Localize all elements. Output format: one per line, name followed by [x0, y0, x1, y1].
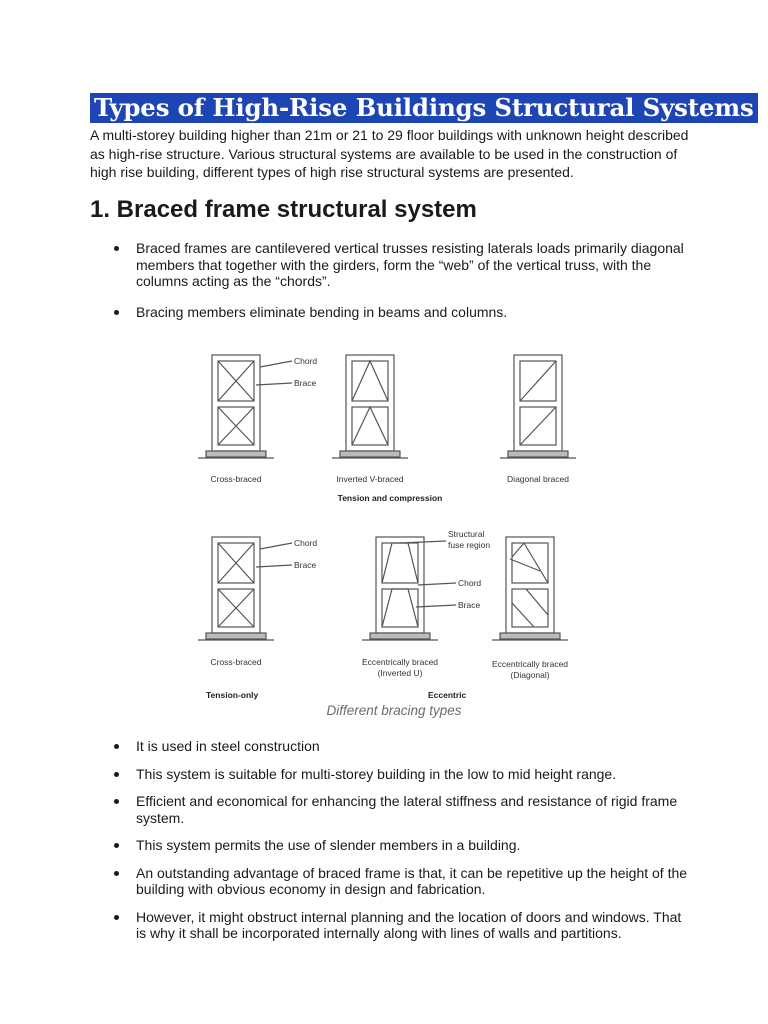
label-cross-braced-bottom: Cross-braced — [210, 657, 262, 667]
frame-eccentric-diagonal — [492, 537, 568, 640]
frame-cross-braced-bottom — [198, 537, 274, 640]
label-structural: Structural — [448, 529, 485, 539]
label-brace-eccentric: Brace — [458, 600, 481, 610]
title-block — [90, 93, 758, 123]
frame-cross-braced-top — [198, 355, 274, 458]
label-ecc-diagonal-1: Eccentrically braced — [491, 659, 569, 669]
section-heading: 1. Braced frame structural system — [90, 196, 477, 223]
page-title: Types of High-Rise Buildings Structural Systems — [90, 93, 758, 123]
list-item: Efficient and economical for enhancing the lateral stiffness and resistance of rigid frame system. — [90, 793, 690, 826]
label-brace-bottom: Brace — [294, 560, 317, 570]
list-item: It is used in steel construction — [90, 738, 690, 755]
frame-inverted-v-top — [332, 355, 408, 458]
figure-caption: Different bracing types — [326, 703, 462, 718]
label-chord-eccentric: Chord — [458, 578, 482, 588]
label-eccentric: Eccentric — [428, 690, 467, 700]
list-item: This system is suitable for multi-storey building in the low to mid height range. — [90, 766, 690, 783]
frame-diagonal-top — [500, 355, 576, 458]
intro-paragraph: A multi-storey building higher than 21m or 21 to 29 floor buildings with unknown height described as high-rise structure. Various structural systems are available to be used in the construction of high rise building, different types of high rise structural systems are presented. — [90, 127, 689, 180]
label-ecc-inverted-u-1: Eccentrically braced — [361, 657, 439, 667]
list-item: Bracing members eliminate bending in beams and columns. — [90, 304, 690, 321]
bracing-diagram — [190, 345, 590, 705]
frame-eccentric-inverted-u — [362, 537, 438, 640]
label-chord-top: Chord — [294, 356, 318, 366]
list-item: However, it might obstruct internal planning and the location of doors and windows. That is why it shall be incorporated internally along with lines of walls and partitions. — [90, 909, 690, 942]
list-item: Braced frames are cantilevered vertical trusses resisting laterals loads primarily diagonal members that together with the girders, form the “web” of the vertical truss, with the columns acting as the “chords”. — [90, 240, 690, 290]
label-ecc-diagonal-2: (Diagonal) — [510, 670, 550, 680]
label-tension-only: Tension-only — [206, 690, 259, 700]
bullet-list-bottom — [90, 738, 690, 953]
bullet-list-top — [90, 240, 690, 334]
label-chord-bottom: Chord — [294, 538, 318, 548]
label-cross-braced-top: Cross-braced — [210, 474, 262, 484]
label-tension-compression: Tension and compression — [337, 493, 443, 503]
list-item: An outstanding advantage of braced frame is that, it can be repetitive up the height of the building with obvious economy in design and fabrication. — [90, 865, 690, 898]
label-ecc-inverted-u-2: (Inverted U) — [377, 668, 423, 678]
label-fuse-region: fuse region — [448, 540, 491, 550]
bracing-types-figure — [190, 345, 590, 705]
label-inverted-v: Inverted V-braced — [336, 474, 404, 484]
label-brace-top: Brace — [294, 378, 317, 388]
label-diagonal-braced: Diagonal braced — [507, 474, 569, 484]
list-item: This system permits the use of slender members in a building. — [90, 837, 690, 854]
